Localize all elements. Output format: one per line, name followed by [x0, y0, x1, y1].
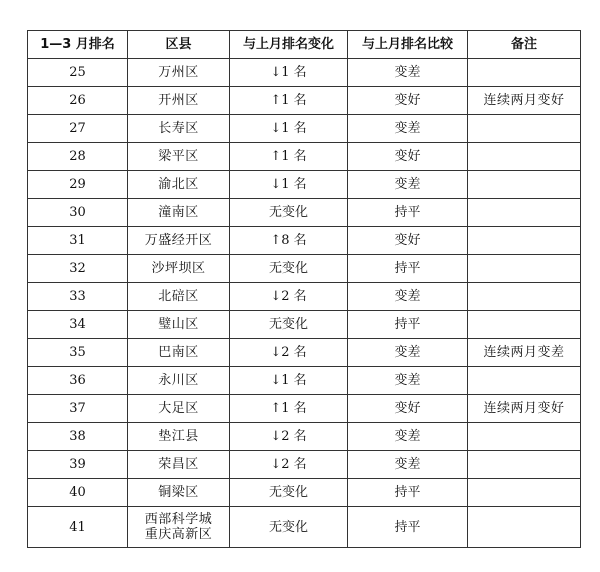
note-cell: 连续两月变差	[468, 339, 581, 367]
note-cell	[468, 227, 581, 255]
compare-cell: 变差	[348, 451, 468, 479]
rank-cell: 25	[28, 59, 128, 87]
note-cell	[468, 59, 581, 87]
table-body	[28, 59, 581, 548]
district-cell: 璧山区	[128, 311, 230, 339]
change-cell: ↑8 名	[230, 227, 348, 255]
rank-cell: 40	[28, 479, 128, 507]
compare-cell: 变差	[348, 171, 468, 199]
rank-cell: 28	[28, 143, 128, 171]
note-cell: 连续两月变好	[468, 87, 581, 115]
rank-cell: 37	[28, 395, 128, 423]
rank-cell: 36	[28, 367, 128, 395]
note-cell	[468, 115, 581, 143]
compare-cell: 变差	[348, 115, 468, 143]
rank-cell: 33	[28, 283, 128, 311]
district-cell: 开州区	[128, 87, 230, 115]
district-cell: 巴南区	[128, 339, 230, 367]
header-rank: 1—3 月排名	[28, 31, 128, 59]
table-row	[28, 311, 581, 339]
change-cell: 无变化	[230, 311, 348, 339]
table-row	[28, 87, 581, 115]
change-cell: ↓2 名	[230, 423, 348, 451]
compare-cell: 变差	[348, 339, 468, 367]
compare-cell: 变好	[348, 227, 468, 255]
change-cell: ↓1 名	[230, 59, 348, 87]
district-cell: 北碚区	[128, 283, 230, 311]
table-row	[28, 171, 581, 199]
rank-cell: 30	[28, 199, 128, 227]
change-cell: 无变化	[230, 255, 348, 283]
table-row	[28, 59, 581, 87]
district-cell: 潼南区	[128, 199, 230, 227]
table-row	[28, 507, 581, 548]
rank-cell: 31	[28, 227, 128, 255]
rank-cell: 34	[28, 311, 128, 339]
table-row	[28, 227, 581, 255]
compare-cell: 持平	[348, 507, 468, 548]
note-cell	[468, 199, 581, 227]
district-cell: 沙坪坝区	[128, 255, 230, 283]
change-cell: ↓1 名	[230, 171, 348, 199]
rank-cell: 26	[28, 87, 128, 115]
change-cell: 无变化	[230, 507, 348, 548]
change-cell: ↑1 名	[230, 395, 348, 423]
rank-cell: 39	[28, 451, 128, 479]
compare-cell: 变好	[348, 143, 468, 171]
table-row	[28, 115, 581, 143]
compare-cell: 变好	[348, 87, 468, 115]
table-row	[28, 255, 581, 283]
note-cell	[468, 479, 581, 507]
compare-cell: 持平	[348, 199, 468, 227]
note-cell	[468, 143, 581, 171]
table-row	[28, 283, 581, 311]
rank-cell: 29	[28, 171, 128, 199]
header-note: 备注	[468, 31, 581, 59]
district-cell: 荣昌区	[128, 451, 230, 479]
district-cell: 长寿区	[128, 115, 230, 143]
compare-cell: 持平	[348, 479, 468, 507]
change-cell: 无变化	[230, 479, 348, 507]
change-cell: ↓1 名	[230, 367, 348, 395]
district-cell: 大足区	[128, 395, 230, 423]
compare-cell: 变差	[348, 283, 468, 311]
district-cell: 铜梁区	[128, 479, 230, 507]
compare-cell: 持平	[348, 255, 468, 283]
district-cell: 永川区	[128, 367, 230, 395]
table-header	[28, 31, 581, 59]
note-cell	[468, 283, 581, 311]
note-cell: 连续两月变好	[468, 395, 581, 423]
note-cell	[468, 255, 581, 283]
district-cell: 万州区	[128, 59, 230, 87]
change-cell: ↓2 名	[230, 451, 348, 479]
compare-cell: 变好	[348, 395, 468, 423]
header-district: 区县	[128, 31, 230, 59]
rank-cell: 38	[28, 423, 128, 451]
district-cell: 西部科学城 重庆高新区	[128, 507, 230, 548]
header-rank-change: 与上月排名变化	[230, 31, 348, 59]
note-cell	[468, 451, 581, 479]
change-cell: ↑1 名	[230, 87, 348, 115]
table-row	[28, 339, 581, 367]
table-row	[28, 367, 581, 395]
table-row	[28, 423, 581, 451]
note-cell	[468, 367, 581, 395]
compare-cell: 变差	[348, 59, 468, 87]
change-cell: ↓2 名	[230, 339, 348, 367]
change-cell: ↑1 名	[230, 143, 348, 171]
district-cell: 梁平区	[128, 143, 230, 171]
rank-cell: 41	[28, 507, 128, 548]
district-cell: 垫江县	[128, 423, 230, 451]
compare-cell: 变差	[348, 423, 468, 451]
rank-cell: 35	[28, 339, 128, 367]
district-cell: 万盛经开区	[128, 227, 230, 255]
note-cell	[468, 171, 581, 199]
rank-cell: 32	[28, 255, 128, 283]
change-cell: 无变化	[230, 199, 348, 227]
change-cell: ↓2 名	[230, 283, 348, 311]
rank-cell: 27	[28, 115, 128, 143]
district-cell: 渝北区	[128, 171, 230, 199]
compare-cell: 变差	[348, 367, 468, 395]
header-row	[28, 31, 581, 59]
table-row	[28, 199, 581, 227]
note-cell	[468, 311, 581, 339]
change-cell: ↓1 名	[230, 115, 348, 143]
note-cell	[468, 423, 581, 451]
compare-cell: 持平	[348, 311, 468, 339]
table-row	[28, 395, 581, 423]
table-row	[28, 143, 581, 171]
header-compare: 与上月排名比较	[348, 31, 468, 59]
note-cell	[468, 507, 581, 548]
table-row	[28, 451, 581, 479]
ranking-table	[27, 30, 581, 548]
table-row	[28, 479, 581, 507]
